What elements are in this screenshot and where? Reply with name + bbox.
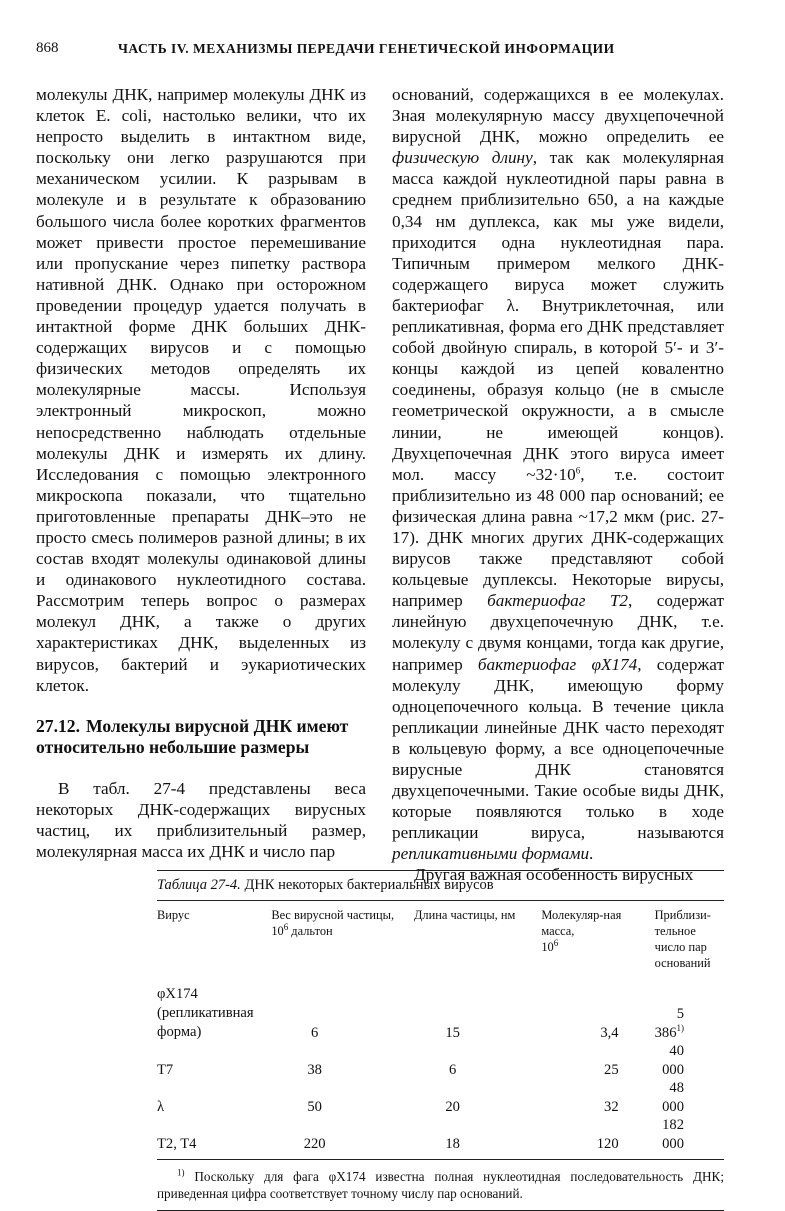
footnote-mark: 1)	[177, 1167, 185, 1178]
cell-virus	[157, 1116, 271, 1153]
superscript: 1)	[676, 1022, 684, 1033]
cell-pairs-text: 5 386	[654, 1006, 684, 1041]
cell-weight	[271, 1042, 414, 1079]
cell-mass-text: 32	[604, 1098, 619, 1115]
table-caption	[157, 871, 724, 900]
section-number: 27.12.	[36, 715, 80, 736]
cell-virus	[157, 985, 271, 1042]
cell-pairs-text: 48 000	[662, 1080, 684, 1115]
cell-length-text: 15	[445, 1024, 460, 1041]
emphasis: бактериофаг φX174	[477, 654, 638, 674]
cell-pairs	[655, 1079, 724, 1116]
cell-virus	[157, 1042, 271, 1079]
cell-weight	[271, 1116, 414, 1153]
table-footnote	[157, 1160, 724, 1210]
header-length: Длина частицы, нм	[413, 908, 516, 922]
superscript: 6	[575, 464, 581, 475]
emphasis: физическую длину	[392, 148, 533, 168]
caption-text: ДНК некоторых бактериальных вирусов	[240, 877, 494, 893]
emphasis: бактериофаг T2	[487, 591, 629, 611]
paragraph: молекулы ДНК, например молекулы ДНК из клеток E. coli, настолько велики, что их непросто выделить в интактном виде, поскольку они легко разрушаются при механическом усилии. К разрывам в молекуле и в результате к образованию большого числа более коротких фрагментов может привести простое перемешивание или пропускание через пипетку раствора нативной ДНК. Однако при осторожном проведении процедур удается получать в интактной форме ДНК больших ДНК-содержащих вирусов и с помощью физических методов определять их молекулярные массы. Используя электронный микроскоп, можно непосредственно наблюдать отдельные молекулы ДНК и измерять их длину. Исследования с помощью электронного микроскопа показали, что тщательно приготовленные препараты ДНК–это не просто смесь полимеров разной длины; в их состав входят молекулы одинаковой длины и одинакового нуклеотидного состава. Рассмотрим теперь вопрос о размерах молекул ДНК, а также о других характеристиках ДНК, выделенных из вирусов, бактерий и эукариотических клеток.	[36, 85, 366, 695]
cell-length-text: 18	[445, 1135, 460, 1152]
cell-virus-text: φX174 (репликативная форма)	[157, 986, 254, 1040]
cell-mass-text: 120	[596, 1135, 619, 1152]
cell-length	[414, 1116, 541, 1153]
data-table	[157, 901, 724, 1153]
section-title: Молекулы вирусной ДНК имеют относительно небольшие размеры	[36, 715, 349, 757]
cell-mass-text: 25	[604, 1061, 619, 1078]
text-run: , так как молекулярная масса каждой нуклеотидной пары равна в среднем приблизительно 650, а на каждые 0,34 нм дуплекса, как мы уже видели, приходится одна нуклеотидная пара. Типичным примером мелкого ДНК-содержащего вируса может служить бактериофаг λ. Внутриклеточная, или репликативная, форма его ДНК представляет собой двойную спираль, в которой 5′- и 3′-концы каждой из цепей ковалентно соединены, образуя кольцо (не в смысле геометрической окружности, а в смысле линии, не имеющей концов). Двухцепочечная ДНК этого вируса имеет мол. массу ~32·10	[392, 148, 724, 484]
table-header-row	[157, 901, 724, 985]
text-run: , содержат молекулу ДНК, имеющую форму одноцепочечного кольца. В течение цикла репликации линейные ДНК часто переходят в кольцевую форму, а все одноцепочечные вирусные ДНК становятся двухцепочечными. Такие особые виды ДНК, которые появляются только в ходе репликации вируса, называются	[392, 654, 724, 843]
left-column	[36, 84, 366, 862]
header-mass	[541, 901, 654, 985]
paragraph: В табл. 27-4 представлены веса некоторых ДНК-содержащих вирусных частиц, их приблизительный размер, молекулярная масса их ДНК и число пар	[36, 778, 366, 861]
cell-weight-text: 220	[303, 1135, 326, 1152]
header-weight	[271, 901, 414, 985]
table-row	[157, 1079, 724, 1116]
cell-pairs-text: 182 000	[662, 1117, 684, 1152]
section-heading	[36, 716, 366, 758]
cell-virus-text: λ	[157, 1098, 165, 1115]
header-pairs: Приблизи-тельное число пар оснований	[654, 908, 711, 970]
text-run: , содержат линейную двухцепочечную ДНК, т.е. молекулу с двумя концами, тогда как другие, например	[392, 591, 724, 674]
caption-label: Таблица 27-4.	[157, 877, 241, 893]
cell-length	[414, 1042, 541, 1079]
cell-mass	[541, 1116, 654, 1153]
cell-weight	[271, 1079, 414, 1116]
cell-virus-text: T2, T4	[157, 1135, 197, 1152]
table-row	[157, 1116, 724, 1153]
cell-weight-text: 6	[310, 1024, 319, 1041]
cell-virus-text: T7	[157, 1061, 174, 1078]
paragraph	[392, 84, 724, 864]
superscript: 6	[553, 937, 559, 948]
table-row	[157, 1042, 724, 1079]
cell-mass	[541, 985, 654, 1042]
cell-length	[414, 985, 541, 1042]
cell-weight-text: 50	[307, 1098, 322, 1115]
header-text: 10	[271, 924, 284, 938]
cell-mass	[541, 1079, 654, 1116]
text-run: .	[589, 844, 594, 864]
cell-virus	[157, 1079, 271, 1116]
table-body	[157, 985, 724, 1153]
header-text: Молекуляр-ная масса,	[541, 908, 622, 938]
cell-pairs	[655, 1116, 724, 1153]
table-27-4	[157, 870, 724, 1211]
header-virus: Вирус	[157, 908, 190, 922]
text-run: оснований, содержащихся в ее молекулах. Зная молекулярную массу двухцепочечной вирусной ДНК, можно определить ее	[392, 85, 724, 147]
header-text: Вес вирусной частицы,	[271, 908, 395, 922]
cell-pairs-text: 40 000	[662, 1043, 684, 1078]
text-run: , т.е. состоит приблизительно из 48 000 пар оснований; ее физическая длина равна ~17,2 мкм (рис. 27-17). ДНК многих других ДНК-содержащих вирусов также представляют собой кольцевые дуплексы. Некоторые вирусы, например	[392, 464, 725, 611]
header-text: дальтон	[288, 924, 333, 938]
cell-length-text: 6	[448, 1061, 457, 1078]
cell-mass	[541, 1042, 654, 1079]
right-column	[392, 84, 724, 886]
emphasis: репликативными формами	[392, 844, 590, 864]
cell-weight-text: 38	[307, 1061, 322, 1078]
table-row	[157, 985, 724, 1042]
page-header	[36, 40, 746, 64]
cell-length-text: 20	[445, 1098, 460, 1115]
header-text: 10	[541, 940, 554, 954]
footnote-text: Поскольку для фага φX174 известна полная нуклеотидная последовательность ДНК; приведенная цифра соответствует точному числу пар оснований.	[157, 1169, 724, 1201]
superscript: 6	[283, 921, 289, 932]
paragraph: Другая важная особенность вирусных	[414, 865, 694, 885]
cell-mass-text: 3,4	[600, 1024, 619, 1041]
cell-length	[414, 1079, 541, 1116]
cell-pairs	[655, 1042, 724, 1079]
cell-pairs	[655, 985, 724, 1042]
page-number: 868	[36, 40, 59, 56]
running-head: ЧАСТЬ IV. МЕХАНИЗМЫ ПЕРЕДАЧИ ГЕНЕТИЧЕСКОЙ ИНФОРМАЦИИ	[118, 41, 615, 56]
cell-weight	[271, 985, 414, 1042]
